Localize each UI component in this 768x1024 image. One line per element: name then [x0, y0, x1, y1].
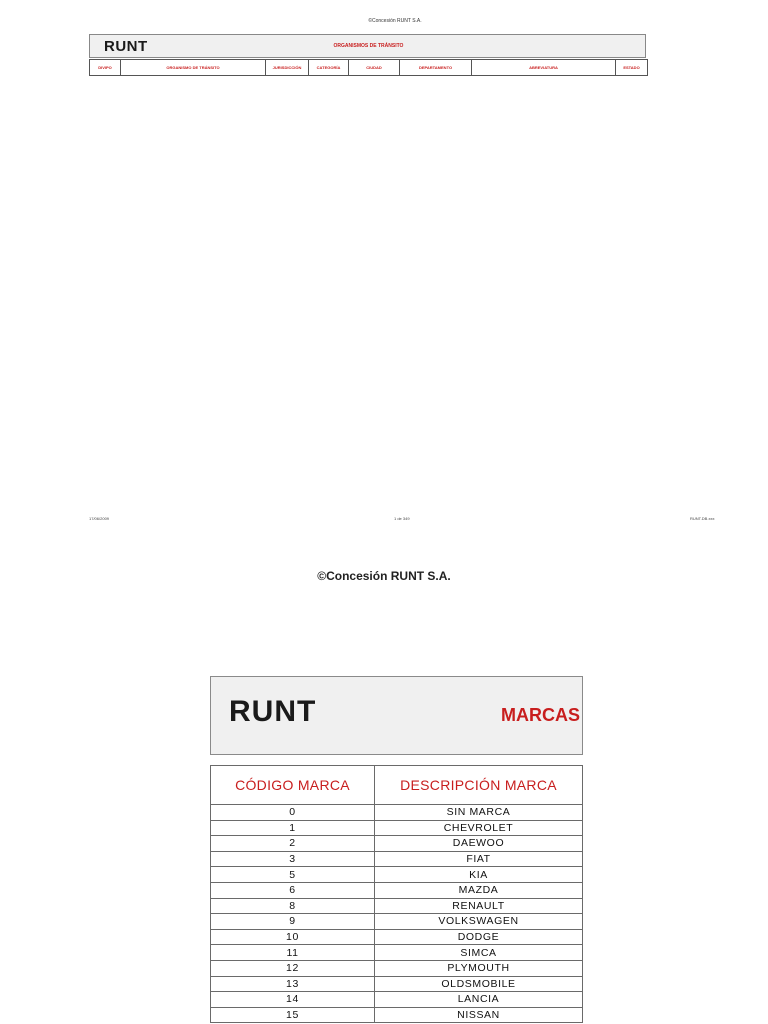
table-row [211, 851, 583, 867]
table-row [211, 976, 583, 992]
cell-codigo: 15 [211, 1007, 375, 1023]
marcas-table [210, 765, 583, 1023]
table-row [211, 867, 583, 883]
table-row [211, 1007, 583, 1023]
cell-descripcion: DODGE [375, 929, 583, 945]
table-row [211, 836, 583, 852]
cell-descripcion: CHEVROLET [375, 820, 583, 836]
cell-descripcion: KIA [375, 867, 583, 883]
cell-codigo: 11 [211, 945, 375, 961]
cell-codigo: 6 [211, 882, 375, 898]
cell-codigo: 8 [211, 898, 375, 914]
table-row [211, 992, 583, 1008]
cell-descripcion: PLYMOUTH [375, 960, 583, 976]
cell-descripcion: VOLKSWAGEN [375, 914, 583, 930]
cell-descripcion: FIAT [375, 851, 583, 867]
page2-title: MARCAS [501, 705, 580, 725]
cell-descripcion: MAZDA [375, 882, 583, 898]
page1-copyright: ©Concesión RUNT S.A. [368, 18, 422, 24]
page1-runt-logo: RUNT [104, 38, 148, 55]
cell-codigo: 9 [211, 914, 375, 930]
cell-descripcion: LANCIA [375, 992, 583, 1008]
page1-footer-date: 17/06/2009 [89, 516, 110, 521]
cell-codigo: 1 [211, 820, 375, 836]
cell-codigo: 10 [211, 929, 375, 945]
col-divipo: DIVIPO [90, 60, 121, 76]
table-row [211, 914, 583, 930]
col-organismo: ORGANISMO DE TRÁNSITO [121, 60, 266, 76]
cell-codigo: 2 [211, 836, 375, 852]
page1-title: ORGANISMOS DE TRÁNSITO [333, 43, 404, 49]
table-row [211, 882, 583, 898]
cell-codigo: 5 [211, 867, 375, 883]
col-categoria: CATEGORÍA [309, 60, 349, 76]
cell-codigo: 14 [211, 992, 375, 1008]
cell-descripcion: DAEWOO [375, 836, 583, 852]
table-row [211, 805, 583, 821]
cell-codigo: 13 [211, 976, 375, 992]
marcas-table-body [211, 805, 583, 1023]
col-ciudad: CIUDAD [349, 60, 400, 76]
header-codigo-marca: CÓDIGO MARCA [211, 766, 375, 805]
header-descripcion-marca: DESCRIPCIÓN MARCA [375, 766, 583, 805]
cell-descripcion: SIMCA [375, 945, 583, 961]
cell-descripcion: RENAULT [375, 898, 583, 914]
col-abreviatura: ABREVIATURA [472, 60, 616, 76]
table-row [211, 898, 583, 914]
col-jurisdiccion: JURISDICCIÓN [266, 60, 309, 76]
cell-descripcion: NISSAN [375, 1007, 583, 1023]
page2-copyright: ©Concesión RUNT S.A. [317, 569, 451, 583]
page1-footer-pagenum: 1 de 349 [394, 516, 410, 521]
page1-header-box [89, 34, 646, 58]
cell-codigo: 3 [211, 851, 375, 867]
cell-descripcion: OLDSMOBILE [375, 976, 583, 992]
page2-header-box [210, 676, 583, 755]
col-estado: ESTADO [616, 60, 648, 76]
col-departamento: DEPARTAMENTO [400, 60, 472, 76]
page1-footer-ref: RUNT.DB.xxx [690, 516, 715, 521]
cell-descripcion: SIN MARCA [375, 805, 583, 821]
cell-codigo: 0 [211, 805, 375, 821]
page2-runt-logo: RUNT [229, 695, 317, 728]
cell-codigo: 12 [211, 960, 375, 976]
table-row [211, 960, 583, 976]
table-row [211, 820, 583, 836]
table-row [211, 929, 583, 945]
table-row [211, 945, 583, 961]
page1-column-headers [89, 59, 648, 76]
